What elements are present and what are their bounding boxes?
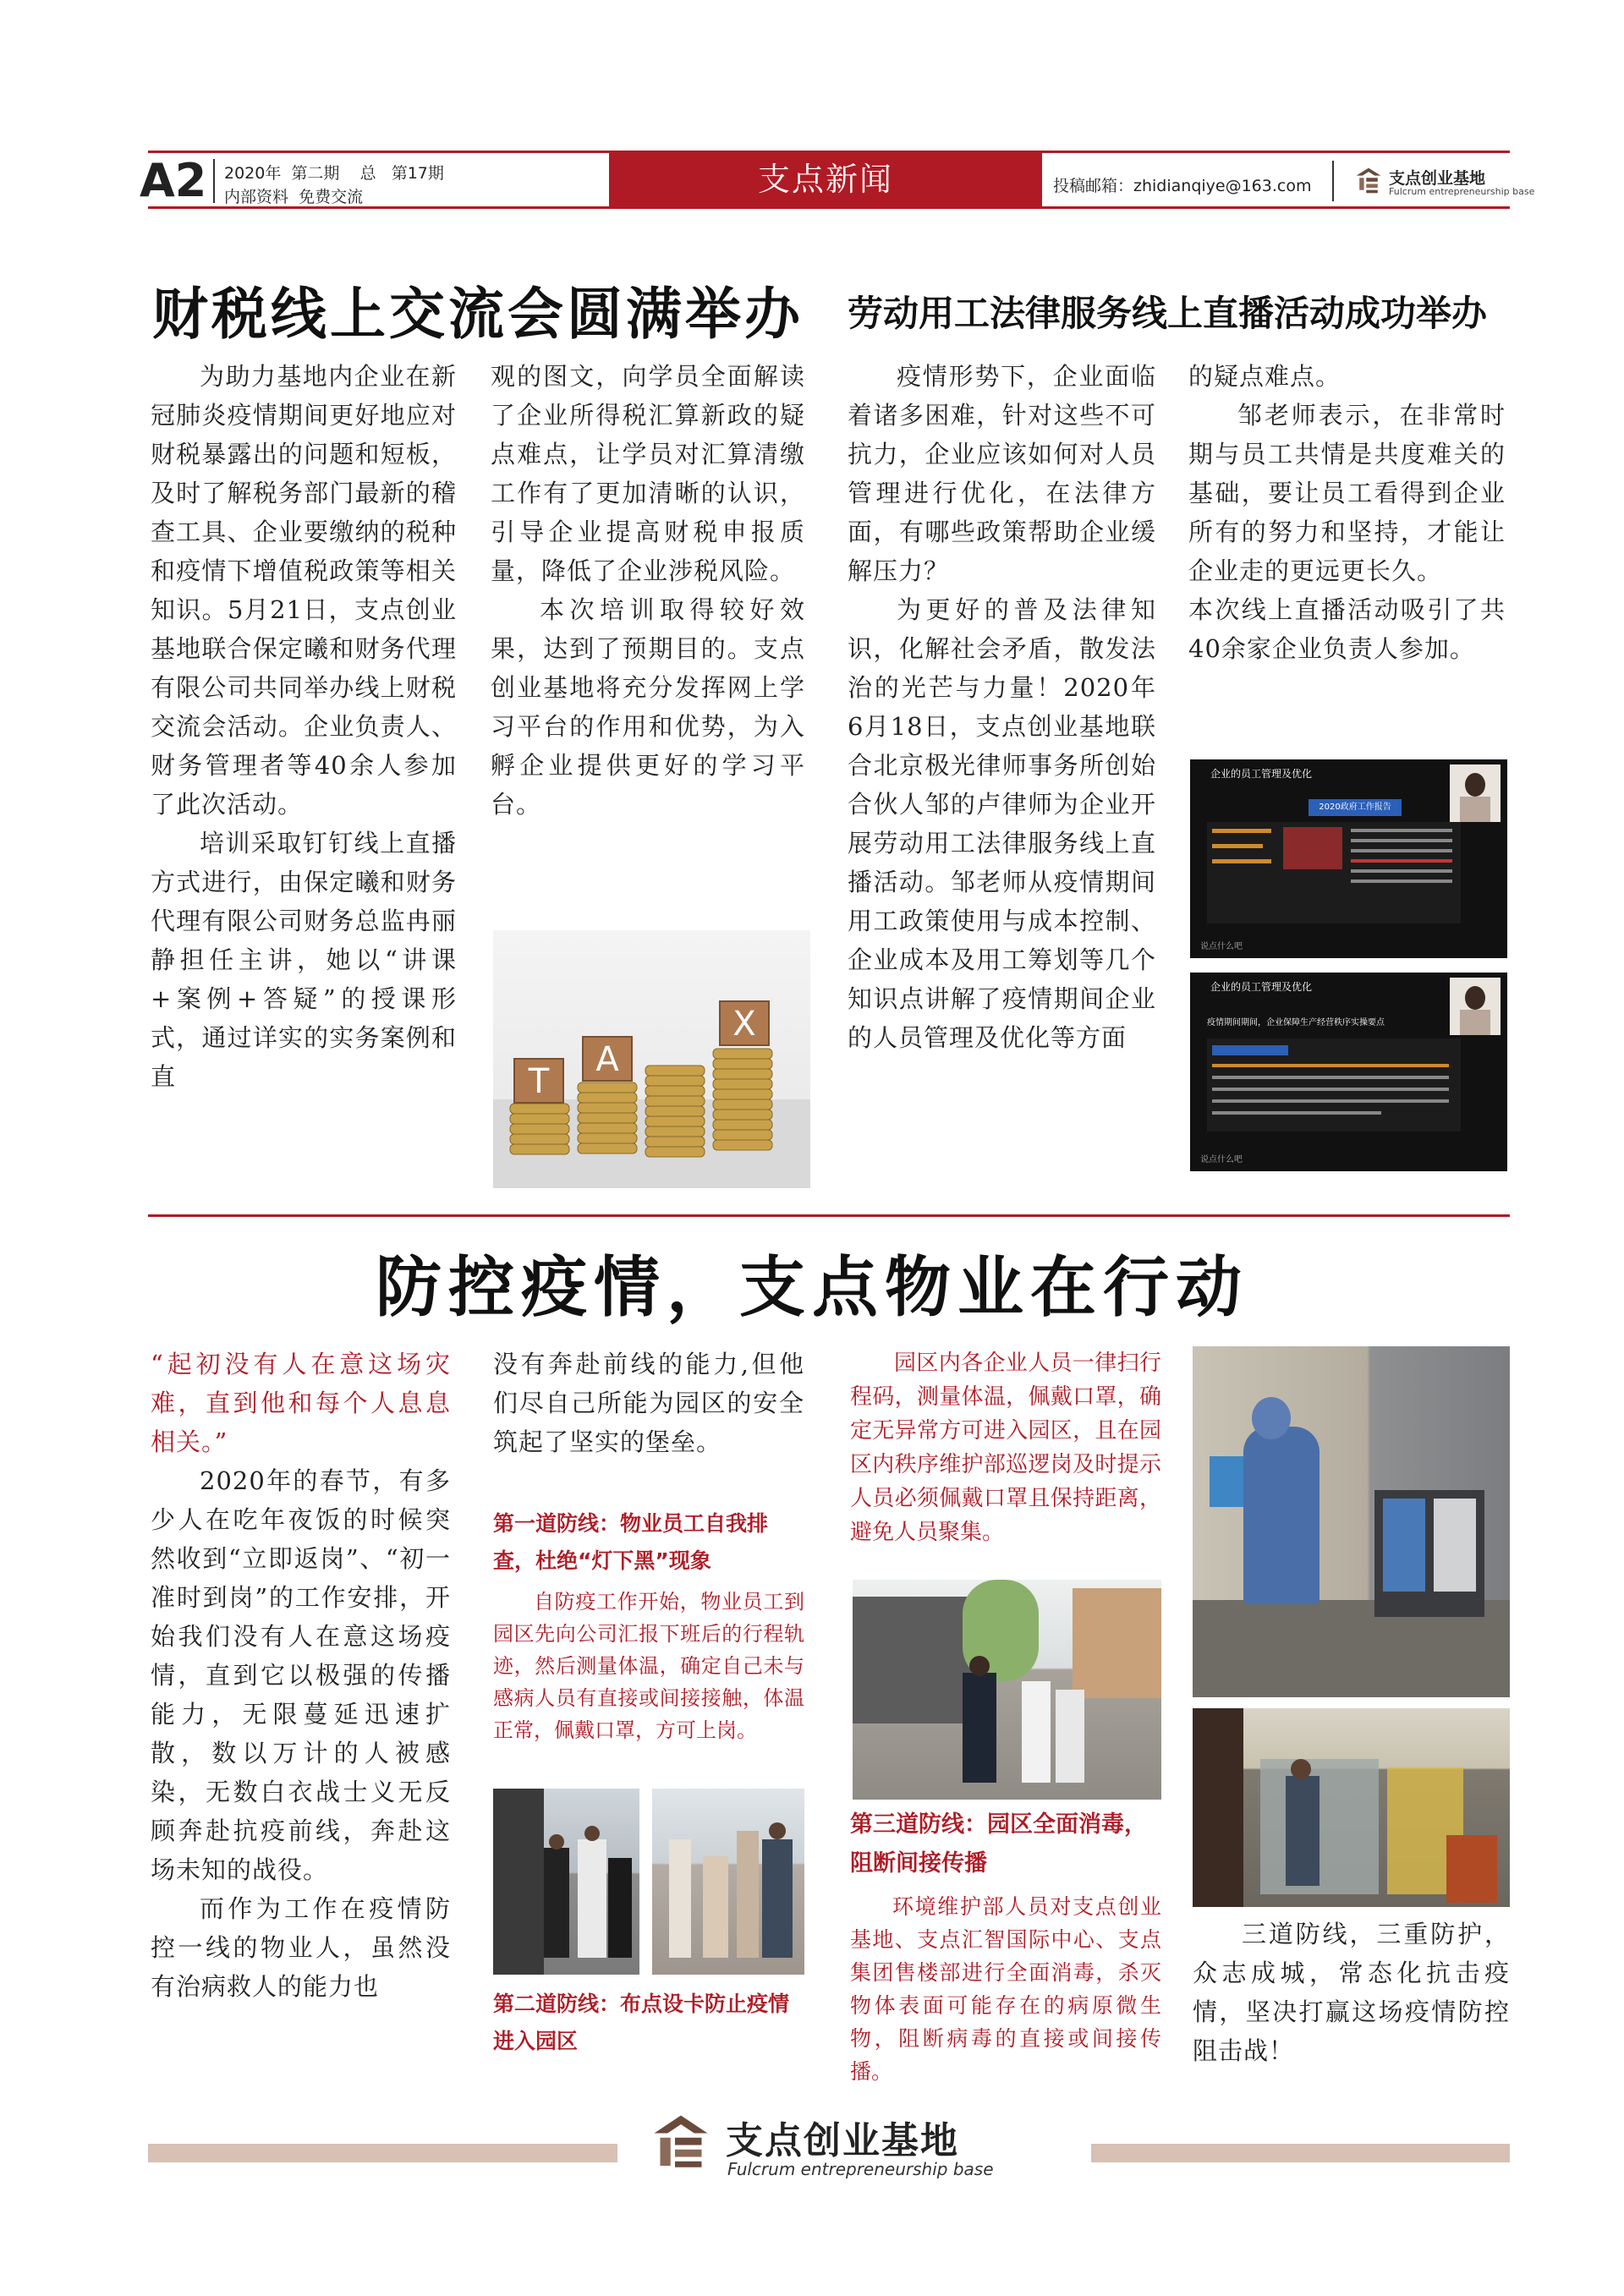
header-logo-en: Fulcrum entrepreneurship base bbox=[1389, 186, 1535, 197]
header-divider bbox=[213, 159, 215, 203]
article2-paragraph: 疫情形势下，企业面临着诸多困难，针对这些不可抗力，企业应该如何对人员管理进行优化，在法律方面，有哪些政策帮助企业缓解压力？ bbox=[848, 362, 1156, 585]
livestream-banner: 疫情期间期间，企业保障生产经营秩序实操要点 bbox=[1207, 1018, 1385, 1027]
article3-paragraph: 2020年的春节，有多少人在吃年夜饭的时候突然收到“立即返岗”、“初一准时到岗”的工作安排，开始我们没有人在意这场疫情，直到它以极强的传播能力，无限蔓延迅速扩散，数以万计的人被感染，无数白衣战士义无反顾奔赴抗疫前线，奔赴这场未知的战役。 bbox=[151, 1466, 451, 1884]
article3-column-2 bbox=[493, 1345, 804, 1461]
article3-paragraph: 没有奔赴前线的能力,但他们尽自己所能为园区的安全筑起了坚实的堡垒。 bbox=[493, 1350, 804, 1456]
livestream-banner: 2020政府工作报告 bbox=[1309, 799, 1402, 816]
header-logo-cn: 支点创业基地 bbox=[1389, 169, 1486, 188]
article3-quote: “起初没有人在意这场灾难，直到他和每个人息息相关。” bbox=[151, 1350, 451, 1456]
article1-paragraph: 为助力基地内企业在新冠肺炎疫情期间更好地应对财税暴露出的问题和短板，及时了解税务部门最新的稽查工具、企业要缴纳的税种和疫情下增值税政策等相关知识。5月21日，支点创业基地联合保定曦和财务代理有限公司共同举办线上财税交流会活动。企业负责人、财务管理者等40余人参加了此次活动。 bbox=[151, 362, 457, 819]
fulcrum-footer-logo-icon bbox=[651, 2112, 710, 2172]
temperature-check-photo bbox=[853, 1580, 1161, 1800]
defense-line-3-body bbox=[850, 1890, 1161, 2088]
article1-paragraph: 观的图文，向学员全面解读了企业所得税汇算新政的疑点难点，让学员对汇算清缴工作有了更加清晰的认识，引导企业提高财税申报质量，降低了企业涉税风险。 bbox=[491, 362, 805, 585]
tax-letter-x: X bbox=[732, 1005, 756, 1044]
article1-column-1 bbox=[151, 357, 457, 1096]
defense-line-1-text: 自防疫工作开始，物业员工到园区先向公司汇报下班后的行程轨迹，然后测量体温，确定自己未与感病人员有直接或间接接触，体温正常，佩戴口罩，方可上岗。 bbox=[493, 1590, 804, 1742]
tax-coins-photo bbox=[493, 930, 810, 1188]
livestream-comment-input: 说点什么吧 bbox=[1200, 1155, 1243, 1164]
article3-column-3-top bbox=[850, 1346, 1161, 1549]
tax-coins-illustration bbox=[493, 930, 810, 1188]
livestream-title: 企业的员工管理及优化 bbox=[1210, 768, 1313, 780]
article2-column-2 bbox=[1188, 357, 1506, 668]
article3-paragraph: 而作为工作在疫情防控一线的物业人，虽然没有治病救人的能力也 bbox=[151, 1894, 451, 2001]
footer-bar-left bbox=[148, 2144, 617, 2162]
checkpoint-photo-2 bbox=[652, 1789, 804, 1975]
fulcrum-logo-icon bbox=[1353, 165, 1384, 195]
defense-line-3-heading: 第三道防线：园区全面消毒，阻断间接传播 bbox=[850, 1811, 1147, 1877]
article1-title: 财税线上交流会圆满举办 bbox=[152, 281, 804, 347]
tax-letter-t: T bbox=[528, 1062, 550, 1101]
article3-title: 防控疫情，支点物业在行动 bbox=[375, 1249, 1248, 1326]
section-title: 支点新闻 bbox=[757, 161, 893, 198]
defense-line-1-body bbox=[493, 1586, 804, 1746]
presenter-thumbnail bbox=[1450, 764, 1501, 822]
livestream-screenshot-2 bbox=[1190, 973, 1507, 1171]
livestream-comment-input: 说点什么吧 bbox=[1200, 942, 1243, 951]
header-divider-2 bbox=[1332, 161, 1334, 201]
footer-logo-cn: 支点创业基地 bbox=[726, 2119, 959, 2162]
article2-title: 劳动用工法律服务线上直播活动成功举办 bbox=[848, 293, 1488, 334]
disinfection-photo-1 bbox=[1193, 1346, 1510, 1697]
slide-area bbox=[1207, 822, 1461, 923]
defense-line-1-heading: 第一道防线：物业员工自我排查，杜绝“灯下黑”现象 bbox=[493, 1511, 769, 1573]
article2-paragraph: 邹老师表示，在非常时期与员工共情是共度难关的基础，要让员工看得到企业所有的努力和坚持，才能让企业走的更远更长久。 bbox=[1188, 401, 1506, 585]
article3-closing-text: 三道防线，三重防护，众志成城，常态化抗击疫情，坚决打赢这场疫情防控阻击战！ bbox=[1193, 1920, 1510, 2065]
livestream-title: 企业的员工管理及优化 bbox=[1210, 981, 1313, 993]
issue-subline: 内部资料 免费交流 bbox=[224, 188, 364, 206]
article1-paragraph: 本次培训取得较好效果，达到了预期目的。支点创业基地将充分发挥网上学习平台的作用和优势，为入孵企业提供更好的学习平台。 bbox=[491, 595, 805, 819]
article2-paragraph: 为更好的普及法律知识，化解社会矛盾，散发法治的光芒与力量！2020年6月18日，支点创业基地联合北京极光律师事务所创始合伙人邹的卢律师为企业开展劳动用工法律服务线上直播活动。邹老师从疫情期间用工政策使用与成本控制、企业成本及用工筹划等几个知识点讲解了疫情期间企业的人员管理及优化等方面 bbox=[848, 595, 1156, 1052]
article1-column-2 bbox=[491, 357, 805, 824]
issue-line: 2020年 第二期 总 第17期 bbox=[224, 164, 444, 183]
article2-column-1 bbox=[848, 357, 1156, 1057]
disinfection-photo-2 bbox=[1193, 1708, 1510, 1907]
article3-column-1 bbox=[151, 1345, 451, 2006]
footer-bar-right bbox=[1091, 2144, 1510, 2162]
section-divider bbox=[148, 1214, 1510, 1217]
checkpoint-photo-1 bbox=[493, 1789, 639, 1975]
article3-closing bbox=[1193, 1915, 1510, 2070]
defense-line-3-text: 环境维护部人员对支点创业基地、支点汇智国际中心、支点集团售楼部进行全面消毒，杀灭物体表面可能存在的病原微生物，阻断病毒的直接或间接传播。 bbox=[850, 1894, 1161, 2084]
article1-paragraph: 培训采取钉钉线上直播方式进行，由保定曦和财务代理有限公司财务总监冉丽静担任主讲，她以“讲课+案例+答疑”的授课形式，通过详实的实务案例和直 bbox=[151, 829, 457, 1091]
submission-email: 投稿邮箱：zhidianqiye@163.com bbox=[1053, 177, 1312, 195]
article3-column-3-text: 园区内各企业人员一律扫行程码，测量体温，佩戴口罩，确定无异常方可进入园区，且在园区内秩序维护部巡逻岗及时提示人员必须佩戴口罩且保持距离，避免人员聚集。 bbox=[850, 1351, 1161, 1545]
slide-area bbox=[1207, 1038, 1461, 1132]
section-banner bbox=[609, 153, 1042, 206]
defense-line-2-heading: 第二道防线：布点设卡防止疫情进入园区 bbox=[493, 1992, 790, 2053]
article2-paragraph: 的疑点难点。 bbox=[1188, 362, 1341, 391]
page-number: A2 bbox=[140, 154, 207, 207]
presenter-thumbnail bbox=[1450, 978, 1501, 1035]
tax-letter-a: A bbox=[595, 1040, 619, 1079]
footer-logo-en: Fulcrum entrepreneurship base bbox=[727, 2159, 994, 2179]
article2-paragraph: 本次线上直播活动吸引了共40余家企业负责人参加。 bbox=[1188, 595, 1506, 663]
livestream-screenshot-1 bbox=[1190, 759, 1507, 958]
